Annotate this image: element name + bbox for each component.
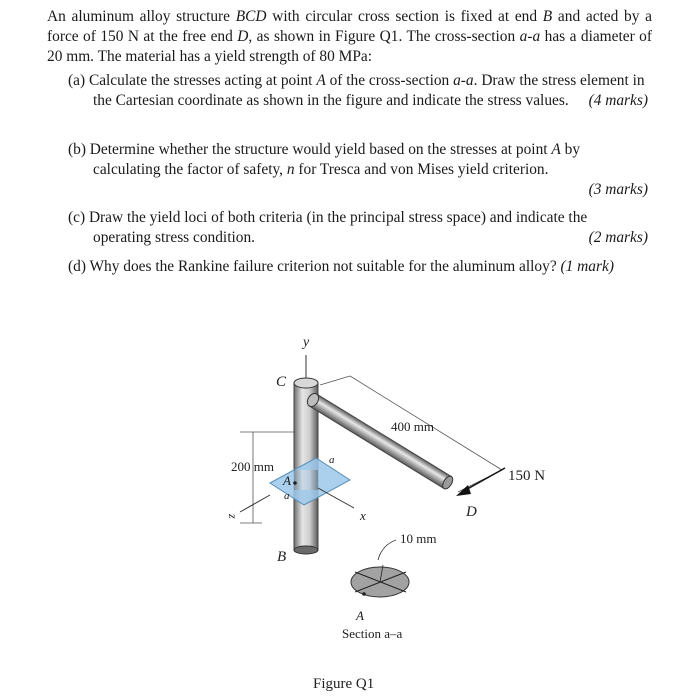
marks-c: (2 marks) xyxy=(588,229,648,246)
question-c: (c) Draw the yield loci of both criteria (in the principal stress space) and indicate the operating stress condition. (2 marks) xyxy=(68,209,648,246)
section-point-a-marker xyxy=(362,592,366,596)
z-axis xyxy=(240,495,270,512)
marks-b: (3 marks) xyxy=(588,181,648,198)
label-c: C xyxy=(276,374,287,390)
marks-d: (1 mark) xyxy=(560,258,614,275)
question-d: (d) Why does the Rankine failure criterion not suitable for the aluminum alloy? (1 mark) xyxy=(68,258,614,275)
label-a-bottom: a xyxy=(284,490,290,502)
radius-leader xyxy=(378,540,396,560)
label-point-a: A xyxy=(283,473,291,488)
point-a-marker xyxy=(293,481,297,485)
label-10mm: 10 mm xyxy=(400,531,437,546)
question-b: (b) Determine whether the structure would yield based on the stresses at point A by calculating the factor of safety, n for Tresca and von Mises yield criterion. (3 marks) xyxy=(68,141,648,198)
label-a-top: a xyxy=(329,454,335,466)
label-400mm: 400 mm xyxy=(391,419,434,434)
column-top xyxy=(294,378,318,388)
label-section-a: A xyxy=(356,608,364,623)
section-caption: Section a–a xyxy=(342,626,403,641)
label-force: 150 N xyxy=(508,468,546,484)
label-y: y xyxy=(303,335,310,350)
column-base xyxy=(294,546,318,554)
marks-a: (4 marks) xyxy=(588,92,648,109)
label-z: z xyxy=(226,514,240,519)
label-x: x xyxy=(360,508,366,523)
question-a: (a) Calculate the stresses acting at point A of the cross-section a-a. Draw the stress element in the Cartesian coordinate as shown in the figure and indicate the stress values. (4 marks) xyxy=(68,72,648,109)
label-b: B xyxy=(277,549,287,565)
label-200mm: 200 mm xyxy=(231,459,274,474)
x-axis xyxy=(318,488,354,508)
figure-caption: Figure Q1 xyxy=(313,676,375,692)
label-d: D xyxy=(466,504,477,520)
problem-intro: An aluminum alloy structure BCD with circular cross section is fixed at end B and acted by a force of 150 N at the free end D, as shown in Figure Q1. The cross-section a-a has a diameter of 20 mm. The material has a yield strength of 80 MPa: xyxy=(47,8,652,65)
